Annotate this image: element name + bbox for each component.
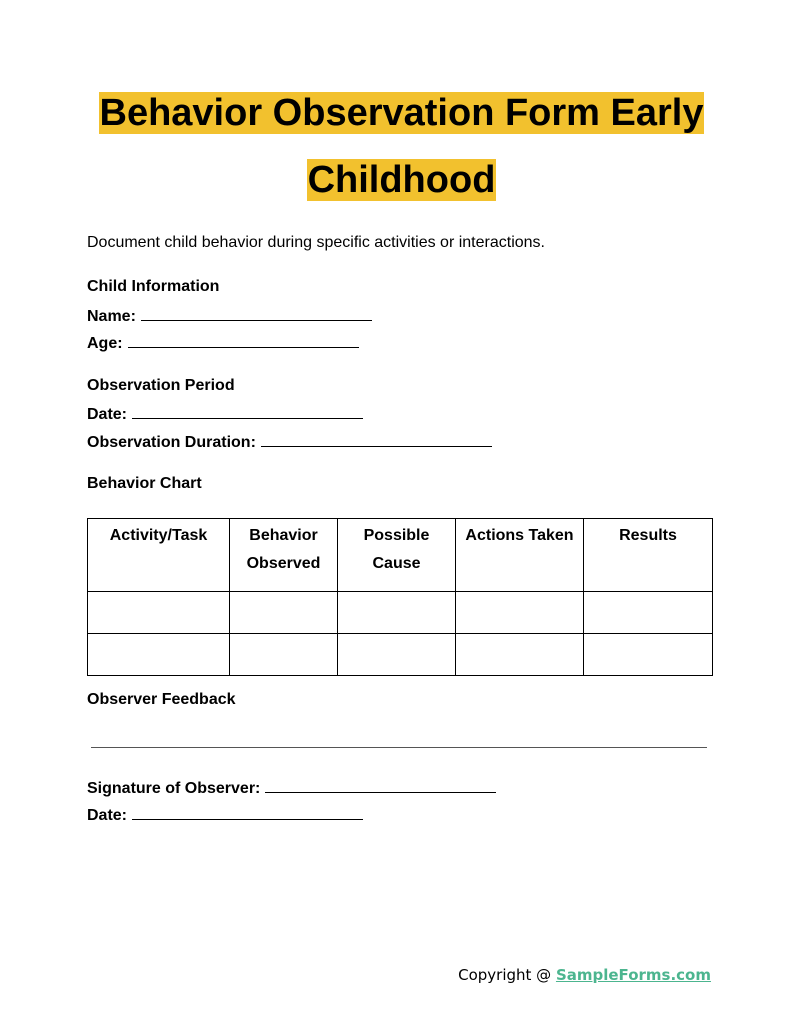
title-line-1: Behavior Observation Form Early	[99, 92, 704, 134]
table-cell[interactable]	[338, 592, 456, 634]
col-activity-task: Activity/Task	[88, 519, 230, 592]
observation-period-heading: Observation Period	[87, 377, 235, 394]
col-behavior-observed: Behavior Observed	[230, 519, 338, 592]
signature-date-row	[87, 805, 363, 825]
signature-row	[87, 778, 496, 798]
table-header-row	[88, 519, 713, 592]
child-info-heading: Child Information	[87, 278, 220, 295]
table-row	[88, 634, 713, 676]
table-cell[interactable]	[338, 634, 456, 676]
col-results: Results	[584, 519, 713, 592]
table-row	[88, 592, 713, 634]
sampleforms-link[interactable]: SampleForms.com	[555, 966, 711, 984]
observation-date-label: Date:	[87, 406, 128, 423]
title-line-2: Childhood	[307, 159, 496, 201]
name-row	[87, 306, 372, 326]
observation-duration-row	[87, 432, 492, 452]
observer-feedback-field[interactable]	[91, 747, 707, 748]
table-cell[interactable]	[88, 592, 230, 634]
table-cell[interactable]	[88, 634, 230, 676]
form-title	[0, 80, 803, 214]
signature-label: Signature of Observer:	[87, 780, 261, 797]
observation-date-field[interactable]	[132, 404, 363, 419]
observation-date-row	[87, 404, 363, 424]
footer	[458, 966, 711, 984]
age-label: Age:	[87, 335, 123, 352]
observation-duration-label: Observation Duration:	[87, 434, 256, 451]
col-actions-taken: Actions Taken	[456, 519, 584, 592]
form-description: Document child behavior during specific activities or interactions.	[87, 234, 545, 251]
observation-duration-field[interactable]	[261, 432, 492, 447]
name-field[interactable]	[141, 306, 372, 321]
table-cell[interactable]	[456, 592, 584, 634]
signature-date-field[interactable]	[132, 805, 363, 820]
signature-date-label: Date:	[87, 807, 128, 824]
table-cell[interactable]	[584, 592, 713, 634]
behavior-chart-heading: Behavior Chart	[87, 475, 202, 492]
table-cell[interactable]	[230, 634, 338, 676]
copyright-text: Copyright @	[458, 966, 556, 984]
name-label: Name:	[87, 308, 136, 325]
table-cell[interactable]	[584, 634, 713, 676]
signature-field[interactable]	[265, 778, 496, 793]
age-field[interactable]	[128, 333, 359, 348]
behavior-chart-table	[87, 518, 713, 676]
table-cell[interactable]	[230, 592, 338, 634]
col-possible-cause: Possible Cause	[338, 519, 456, 592]
table-cell[interactable]	[456, 634, 584, 676]
age-row	[87, 333, 359, 353]
observer-feedback-heading: Observer Feedback	[87, 691, 236, 708]
